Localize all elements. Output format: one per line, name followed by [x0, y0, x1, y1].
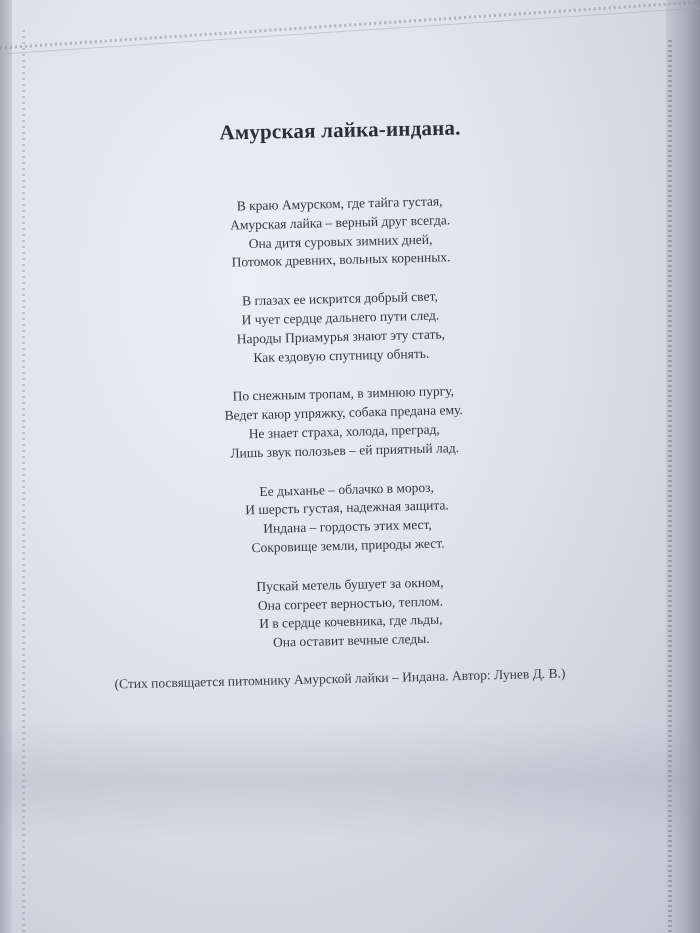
poem-line: Народы Приамурья знают эту стать,: [236, 326, 446, 347]
stanza: [45, 188, 637, 278]
poem-line: Амурская лайка – верный друг всегда.: [229, 212, 451, 233]
poem-line: По снежным тропам, в зимнюю пургу,: [232, 383, 455, 404]
poem-line: Потомок древних, вольных коренных.: [231, 249, 451, 270]
poem-line: В краю Амурском, где тайга густая,: [236, 193, 443, 214]
paper-shadow: [0, 720, 700, 840]
stanza: [56, 568, 646, 658]
poem-sheet: [40, 90, 640, 692]
poem-line: Она оставит вечные следы.: [272, 631, 430, 650]
poem-line: И чует сердце дальнего пути след.: [241, 307, 440, 328]
poem-title: Амурская лайка-индана.: [219, 115, 461, 145]
poem-line: Она согреет верностью, теплом.: [257, 593, 444, 613]
poem-line: Как ездовую спутницу обнять.: [253, 345, 430, 365]
stanza: [51, 473, 643, 563]
perforation-top: [0, 0, 700, 60]
stanza: [47, 378, 641, 468]
poem-line: Лишь звук полозьев – ей приятный лад.: [230, 439, 460, 461]
poem-line: И в сердце кочевника, где льды,: [259, 611, 443, 632]
poem-line: Пускай метель бушует за окном,: [256, 574, 444, 594]
poem-line: Ведет каюр упряжку, собака предана ему.: [224, 402, 463, 423]
poem-body: [35, 188, 646, 658]
poem-dedication: (Стих посвящается питомнику Амурской лайки – Индана. Автор: Лунев Д. В.): [114, 665, 566, 692]
poem-line: Сокровище земли, природы жест.: [251, 535, 445, 556]
stanza: [43, 283, 639, 373]
poem-line: Не знает страха, холода, преград,: [248, 421, 440, 442]
poem-line: Она дитя суровых зимних дней,: [248, 231, 433, 251]
poem-line: В глазах ее искрится добрый свет,: [241, 288, 438, 309]
poem-line: И шерсть густая, надежная защита.: [245, 497, 450, 518]
poem-line: Индана – гордость этих мест,: [263, 516, 433, 537]
poem-line: Ее дыханье – облачко в мороз,: [259, 479, 435, 499]
